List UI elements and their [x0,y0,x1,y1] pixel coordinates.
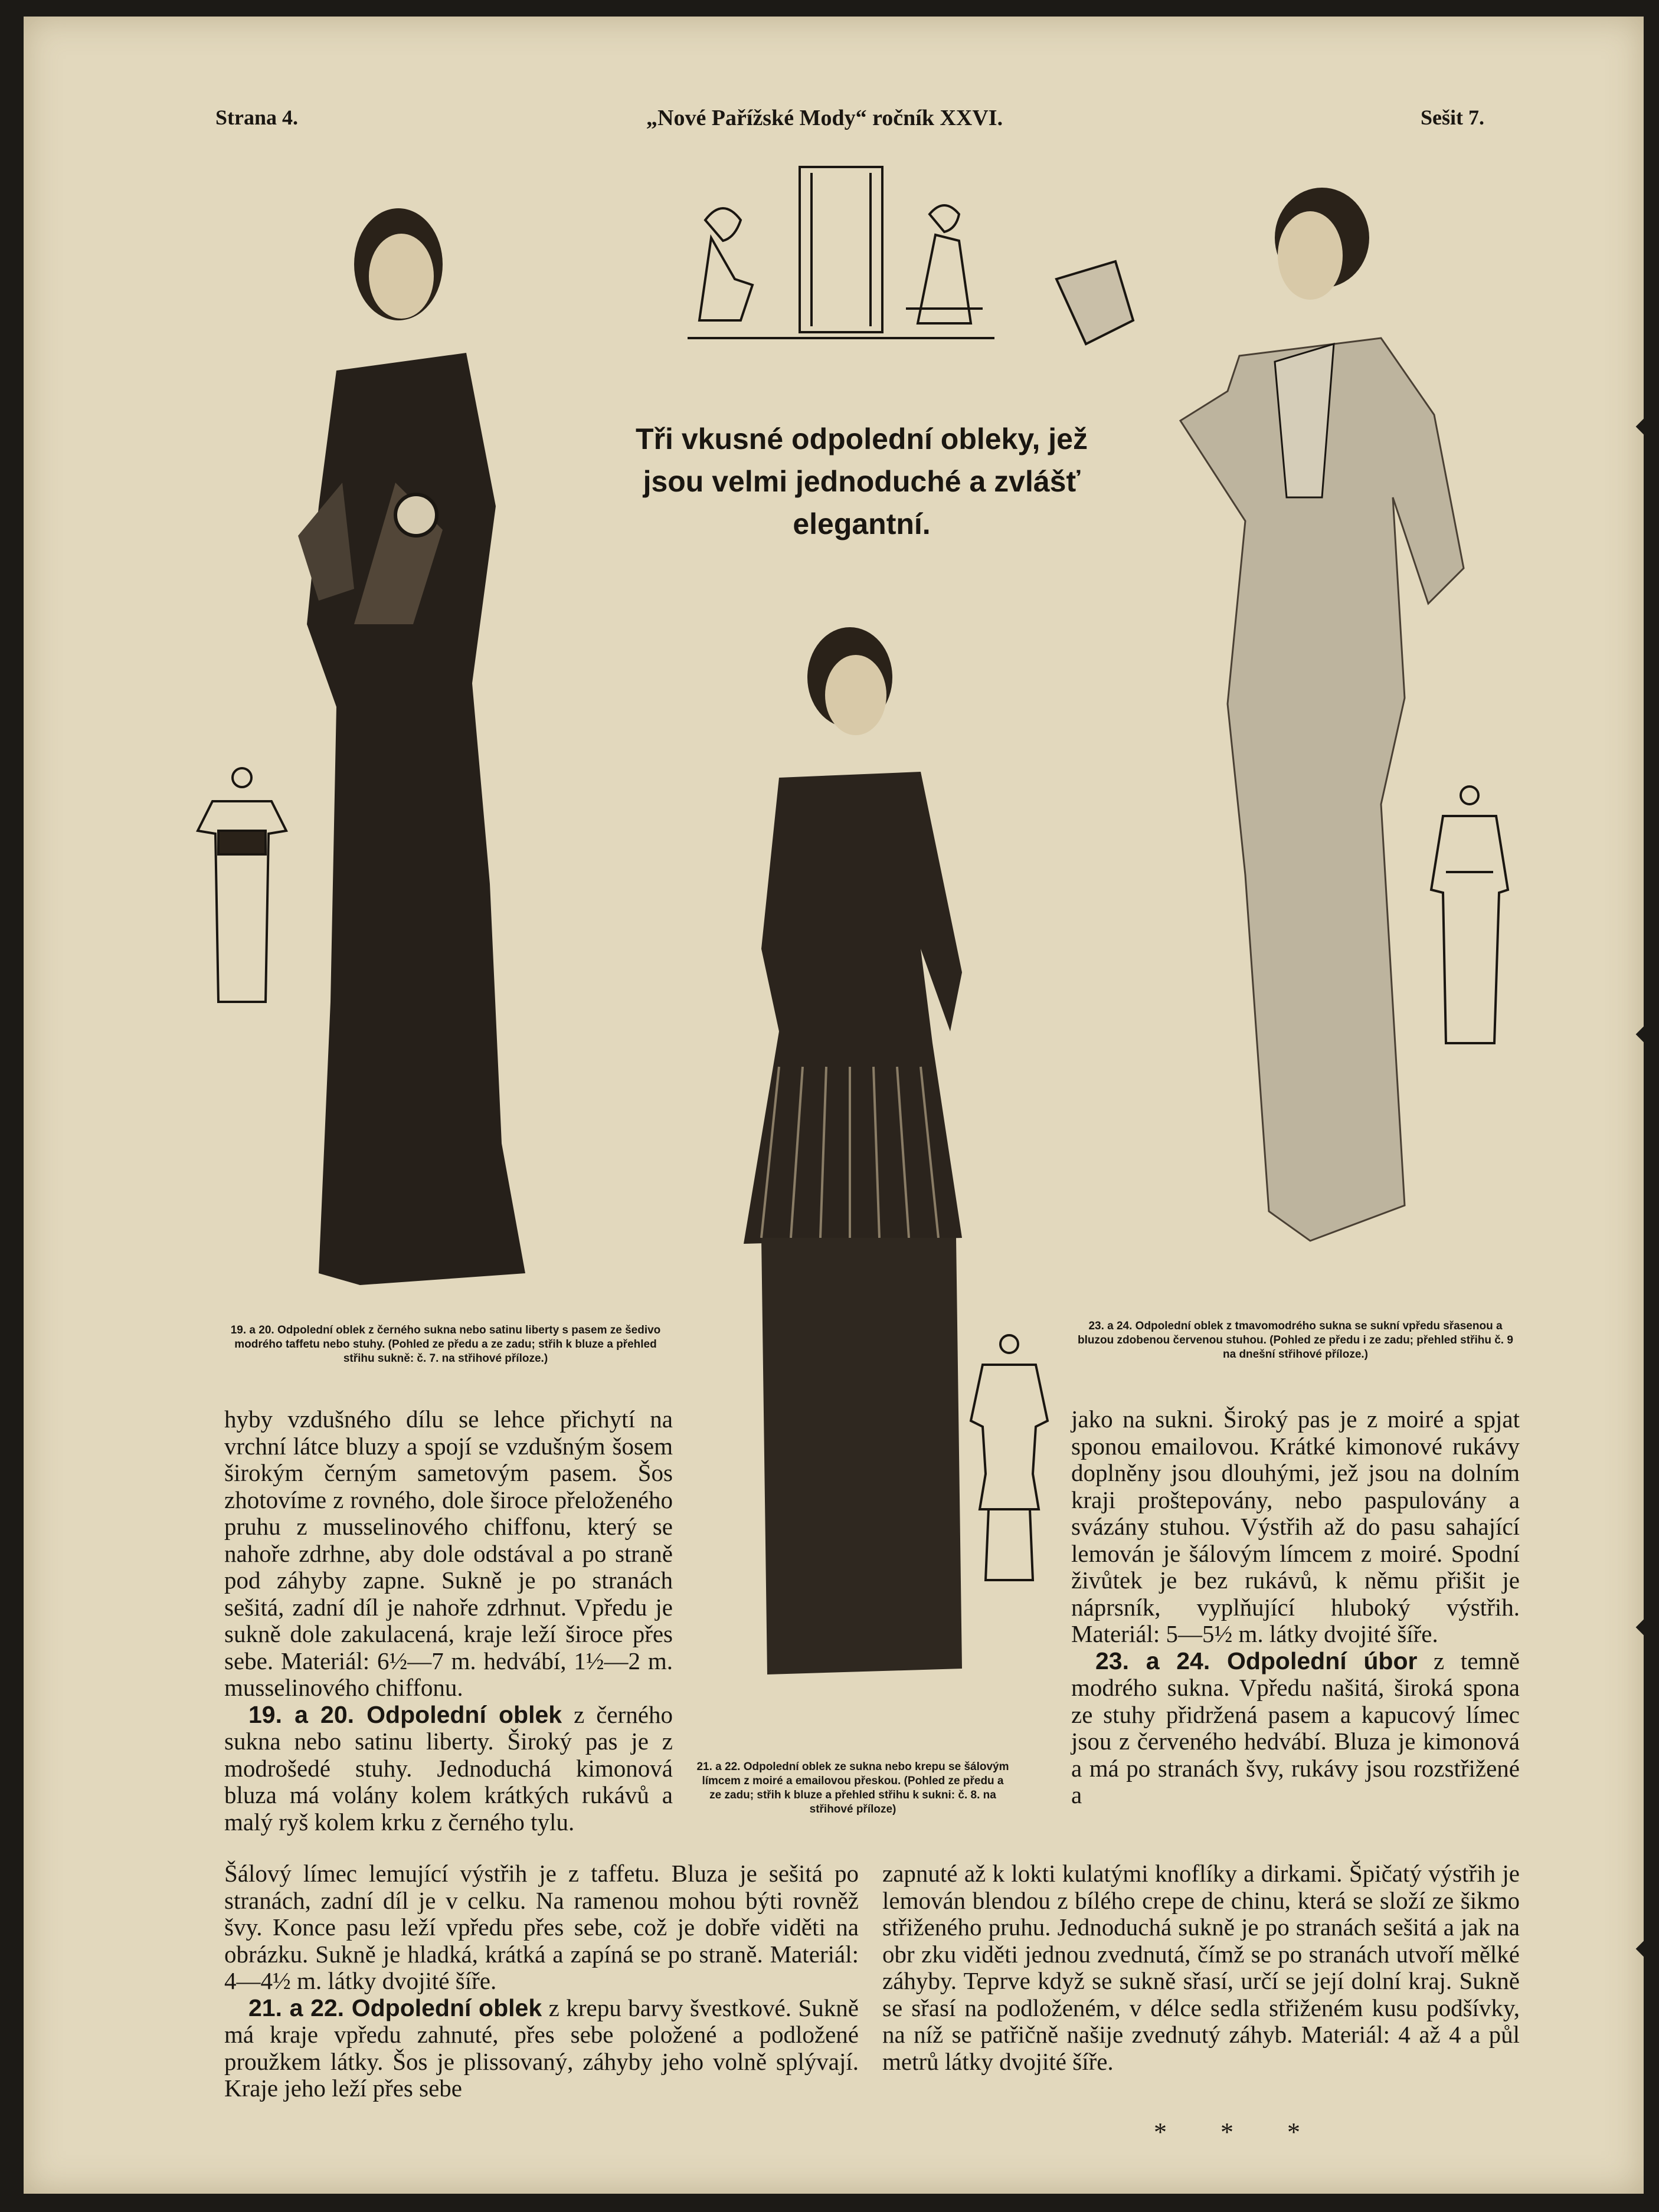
paragraph-23 [1071,1648,1520,1809]
paragraph-23-body: z temně modrého sukna. Vpředu našitá, široká spona ze stuhy přidržená pasem a kapucový límec jsou z červeného hedvábí. Bluza je kimonová a má po stranách švy, rukávy jsou rozstřižené a [1071,1647,1520,1808]
paragraph-19-heading: 19. a 20. Odpolední oblek [248,1700,562,1728]
paragraph-21-body: z krepu barvy švestkové. Sukně má kraje vpředu zahnuté, přes sebe položené a podložené proužkem látky. Šos je plissovaný, záhyby jeho volně splývají. Kraje jeho leží přes sebe [224,1994,859,2102]
paragraph-21 [224,1995,859,2102]
back-view-sketch-23 [1428,784,1511,1055]
text-column-left [224,1406,673,1836]
paragraph-19 [224,1702,673,1836]
back-view-sketch-19 [195,766,289,1008]
section-end-stars: * * * [1154,2118,1324,2147]
back-view-sketch-21 [968,1332,1051,1586]
magazine-title: „Nové Pařížské Mody“ ročník XXVI. [646,106,1003,130]
figure-23-light-suit-illustration [1051,167,1511,1312]
caption-figure-19: 19. a 20. Odpolední oblek z černého sukna nebo satinu liberty s pasem ze šedivo modrého taffetu nebo stuhy. (Pohled ze předu a ze zadu; střih k bluze a přehled střihu sukně: č. 7. na střihové příloze.) [230,1324,661,1365]
caption-figure-21: 21. a 22. Odpolední oblek ze sukna nebo krepu se šálovým límcem z moiré a emailovou přeskou. (Pohled ze předu a ze zadu; střih k bluze a přehled střihu k sukni: č. 8. na střihové příloze) [696,1761,1009,1816]
text-column-right-bottom [882,1860,1520,2075]
article-headline: Tři vkusné odpolední obleky, jež jsou velmi jednoduché a zvlášť elegantní. [636,422,1088,540]
paragraph-21-heading: 21. a 22. Odpolední oblek [248,1994,542,2021]
decorative-vignette-illustration [682,161,1000,350]
magazine-page [24,17,1644,2194]
issue-number: Sešit 7. [1421,106,1484,129]
paragraph-continued: hyby vzdušného dílu se lehce přichytí na vrchní látce bluzy a spojí se vzdušným šosem širokým černým sametovým pasem. Šos zhotovíme z rovného, dole široce přeloženého pruhu z musselinového chiffonu, který se nahoře zdrhne, aby dole odstával a po straně pod záhyby zapne. Sukně je po stranách sešitá, zadní díl je nahoře zdrhnut. Vpředu je sukně dole zakulacená, kraje leží široce přes sebe. Materiál: 6½—7 m. hedvábí, 1½—2 m. musselinového chiffonu. [224,1405,673,1701]
caption-figure-23: 23. a 24. Odpolední oblek z tmavomodrého sukna se sukní vpředu sřasenou a bluzou zdobenou červenou stuhou. (Pohled ze předu i ze zadu; přehled střihu č. 9 na dnešní střihové příloze.) [1078,1320,1513,1361]
text-column-left-bottom [224,1860,859,2102]
paragraph-23-heading: 23. a 24. Odpolední úbor [1095,1647,1418,1674]
text-column-right [1071,1406,1520,1809]
paragraph-21-continued: jako na sukni. Široký pas je z moiré a spjat sponou emailovou. Krátké kimonové rukávy doplněny jsou dlouhými, jež jsou na dolním kraji proštepovány, nebo paspulovány a svázány stuhou. Výstřih až do pasu sahající lemován je šálovým límcem z moiré. Spodní živůtek je bez rukávů, k němu přišit je náprsník, vyplňující hluboký výstřih. Materiál: 5—5½ m. látky dvojité šíře. [1071,1405,1520,1647]
paragraph-23-continued: zapnuté až k lokti kulatými knoflíky a dirkami. Špičatý výstřih je lemován blendou z bílého crepe de chinu, která se složí ze šikmo střiženého pruhu. Jednoduchá sukně je po stranách sešitá a jak na obr zku viděti jednou zvednutá, čímž se po stranách utvoří mělké záhyby. Teprve když se sukně sřasí, určí se její dolní kraj. Sukně se sřasí na podloženém, v délce sedla střiženém kusu podšívky, na níž se patřičně našije zvednutý záhyb. Materiál: 4 až 4 a půl metrů látky dvojité šíře. [882,1860,1520,2075]
figure-19-dark-dress-illustration [218,176,572,1320]
page-number: Strana 4. [215,106,299,129]
paragraph-19-continued: Šálový límec lemující výstřih je z taffetu. Bluza je sešitá po stranách, zadní díl je v celku. Na ramenou mohou býti rovněž švy. Konce pasu leží vpředu přes sebe, což je dobře viděti na obrázku. Sukně je hladká, krátká a zapíná se po straně. Materiál: 4—4½ m. látky dvojité šíře. [224,1860,859,1994]
paragraph-19-body: z černého sukna nebo satinu liberty. Široký pas je z modrošedé stuhy. Jednoduchá kimonová bluza má volány kolem krátkých rukávů a malý ryš kolem krku z černého tylu. [224,1700,673,1836]
